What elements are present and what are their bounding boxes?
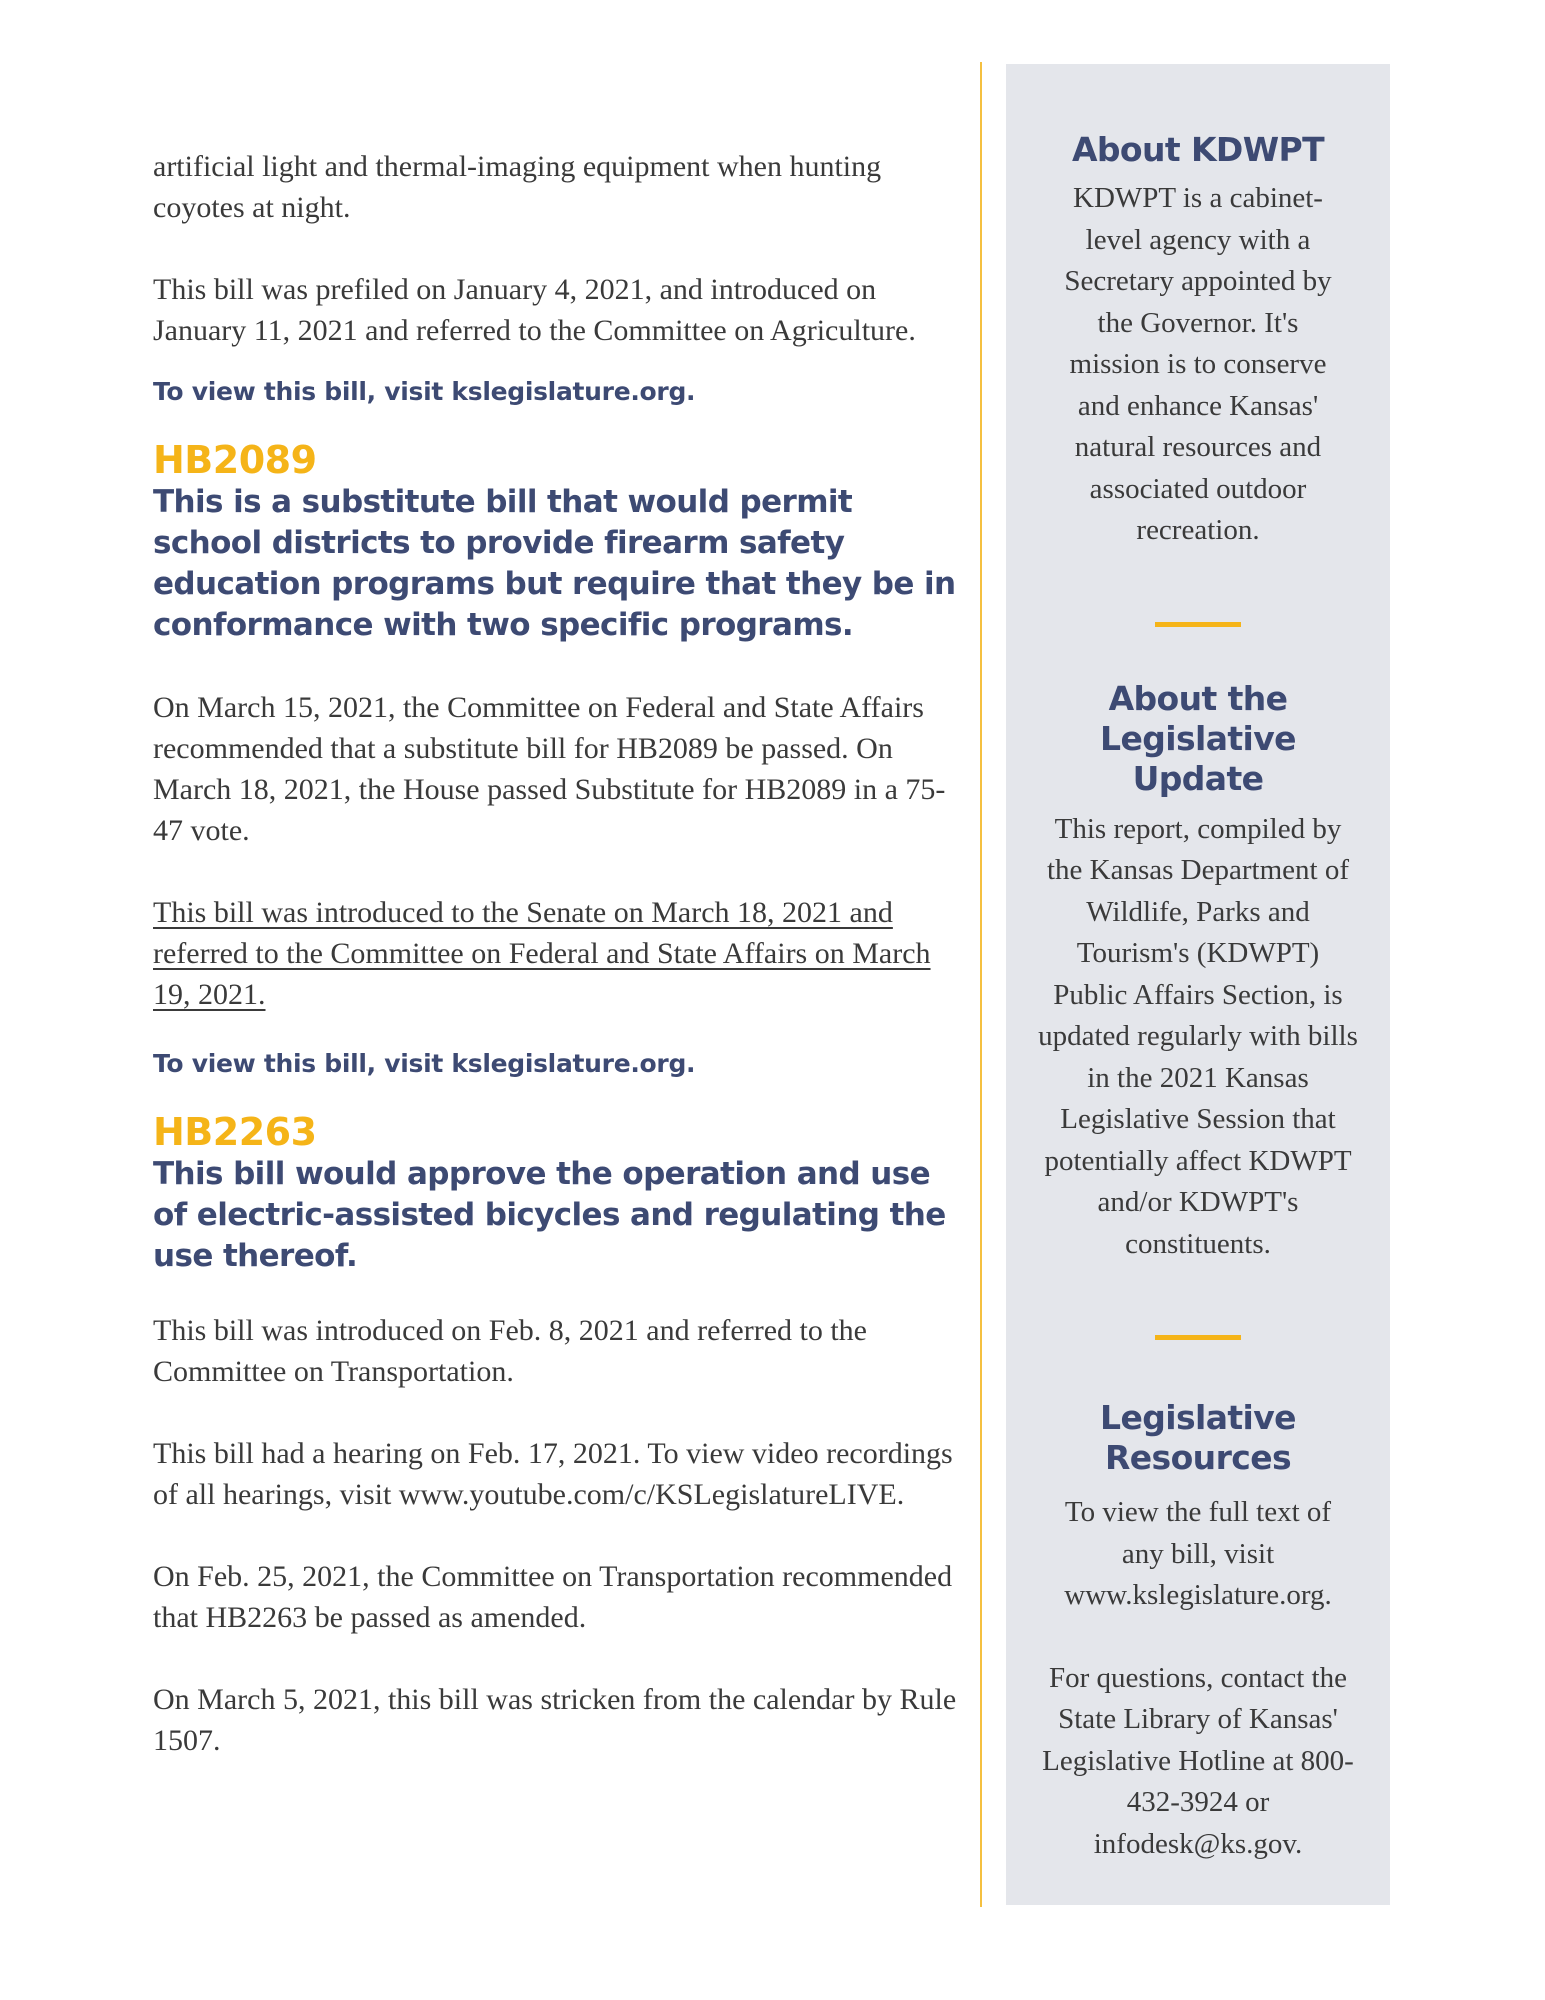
- bill-number-hb2263: HB2263: [153, 1110, 317, 1154]
- about-update-text: This report, compiled by the Kansas Department of Wildlife, Parks and Tourism's (KDWPT) Public Affairs Section, is updated regularly with bills in the 2021 Kansas Legislative Session that potentially affect KDWPT and/or KDWPT's constituents.: [1038, 812, 1358, 1260]
- bill-number-hb2089: HB2089: [153, 438, 317, 482]
- intro-prefiled-paragraph: This bill was prefiled on January 4, 2021, and introduced on January 11, 2021 and referred to the Committee on Agriculture.: [153, 273, 916, 347]
- main-column: [153, 146, 968, 1761]
- bill-summary-hb2089: This is a substitute bill that would permit school districts to provide firearm safety education programs but require that they be in conformance with two specific programs.: [153, 484, 956, 643]
- bill-summary-hb2263: This bill would approve the operation and use of electric-assisted bicycles and regulating the use thereof.: [153, 1156, 946, 1274]
- column-divider: [980, 62, 982, 1907]
- section-divider: [1155, 1335, 1241, 1340]
- section-divider: [1155, 622, 1241, 627]
- view-bill-link-hb2089[interactable]: To view this bill, visit kslegislature.org.: [153, 1049, 696, 1078]
- about-update-heading: About the Legislative Update: [1100, 678, 1296, 798]
- bill-hb2263-stricken-paragraph: On March 5, 2021, this bill was stricken from the calendar by Rule 1507.: [153, 1683, 957, 1757]
- bill-hb2263-committee-paragraph: On Feb. 25, 2021, the Committee on Transportation recommended that HB2263 be passed as amended.: [153, 1560, 953, 1634]
- legislative-resources-heading: Legislative Resources: [1100, 1398, 1296, 1477]
- bill-hb2263-hearing-paragraph: This bill had a hearing on Feb. 17, 2021. To view video recordings of all hearings, visit www.youtube.com/c/KSLegislatureLIVE.: [153, 1437, 953, 1511]
- bill-hb2089-senate-paragraph[interactable]: This bill was introduced to the Senate on March 18, 2021 and referred to the Committee on Federal and State Affairs on March 19, 2021.: [153, 896, 931, 1011]
- bill-hb2263-introduced-paragraph: This bill was introduced on Feb. 8, 2021 and referred to the Committee on Transportation.: [153, 1314, 867, 1388]
- resources-view-text: To view the full text of any bill, visit www.kslegislature.org.: [1064, 1496, 1332, 1611]
- about-kdwpt-heading: About KDWPT: [1071, 130, 1325, 169]
- intro-paragraph: artificial light and thermal-imaging equipment when hunting coyotes at night.: [153, 150, 882, 224]
- bill-hb2089-committee-paragraph: On March 15, 2021, the Committee on Federal and State Affairs recommended that a substitute bill for HB2089 be passed. On March 18, 2021, the House passed Substitute for HB2089 in a 75-47 vote.: [153, 691, 946, 847]
- about-kdwpt-text: KDWPT is a cabinet-level agency with a Secretary appointed by the Governor. It's mission is to conserve and enhance Kansas' natural resources and associated outdoor recreation.: [1064, 182, 1332, 546]
- resources-contact-text: For questions, contact the State Library of Kansas' Legislative Hotline at 800-432-3924 or infodesk@ks.gov.: [1042, 1661, 1354, 1860]
- view-bill-link[interactable]: To view this bill, visit kslegislature.org.: [153, 377, 696, 406]
- sidebar: [1006, 64, 1390, 1905]
